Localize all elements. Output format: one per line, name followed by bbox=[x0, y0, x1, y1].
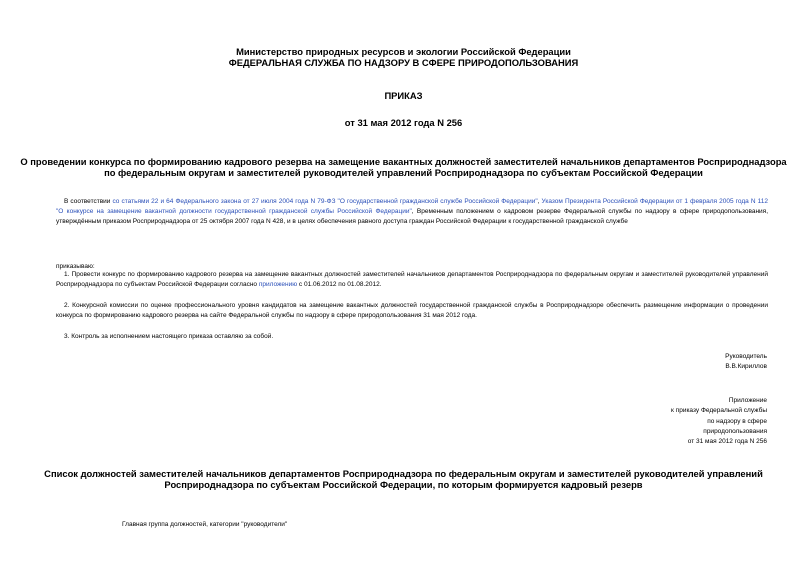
service-name: ФЕДЕРАЛЬНАЯ СЛУЖБА ПО НАДЗОРУ В СФЕРЕ ПРИРОДОПОЛЬЗОВАНИЯ bbox=[228, 57, 579, 68]
ministry-name: Министерство природных ресурсов и экологии Российской Федерации bbox=[236, 46, 571, 57]
list-title: Список должностей заместителей начальников департаментов Росприроднадзора по федеральным округам и заместителей руководителей управлений Росприроднадзора по субъектам Российской Федерации, по которым формируется кадровый резерв bbox=[44, 468, 763, 490]
item-1-text-a: 1. Провести конкурс по формированию кадрового резерва на замещение вакантных должностей заместителей начальников департаментов Росприроднадзора по федеральным округам и заместителей руководителей управлений Росприроднадзора по субъектам Российской Федерации согласно bbox=[56, 271, 768, 288]
appendix-line-1: Приложение bbox=[728, 397, 767, 404]
preamble-text-3: , Временным положением о кадровом резерве Федеральной службы по надзору в сфере природопользования, утверждённым приказом Росприроднадзора от 25 октября 2007 года N 428, и в целях обеспечения равного доступа граждан Российской Федерации к государственной гражданской службе bbox=[56, 208, 769, 225]
decree-link[interactable]: Указом Президента Российской Федерации от 1 февраля 2005 года N 112 "О конкурсе на замещение вакантной должности государственной гражданской службы Российской Федерации" bbox=[56, 198, 768, 215]
item-1-text-b: с 01.06.2012 по 01.08.2012. bbox=[297, 281, 382, 288]
order-item-1 bbox=[56, 270, 768, 290]
group-label: Главная группа должностей, категории "руководители" bbox=[122, 521, 288, 528]
law-link[interactable]: со статьями 22 и 64 Федерального закона от 27 июля 2004 года N 79-ФЗ "О государственной гражданской службе Российской Федерации" bbox=[112, 198, 538, 205]
order-item-2: 2. Конкурсной комиссии по оценке профессионального уровня кандидатов на замещение вакантных должностей государственной гражданской службы в Росприроднадзоре обеспечить размещение информации о проведении конкурса по формированию кадрового резерва на сайте Федеральной службы по надзору в сфере природопользования 31 мая 2012 года. bbox=[56, 302, 768, 319]
document-date: от 31 мая 2012 года N 256 bbox=[344, 117, 463, 128]
preamble-text-2: , bbox=[537, 198, 542, 205]
appendix-line-5: от 31 мая 2012 года N 256 bbox=[687, 438, 767, 446]
appendix-line-4: природопользования bbox=[703, 427, 767, 435]
signature-title: Руководитель bbox=[725, 353, 767, 360]
signature-name: В.В.Кириллов bbox=[725, 363, 767, 371]
order-lead: приказываю: bbox=[56, 263, 95, 270]
preamble-text-1: В соответствии bbox=[64, 198, 113, 205]
signature-block bbox=[567, 352, 767, 373]
appendix-line-3: по надзору в сфере bbox=[707, 417, 767, 425]
document-type: ПРИКАЗ bbox=[384, 90, 423, 101]
document-heading: О проведении конкурса по формированию кадрового резерва на замещение вакантных должностей заместителей начальников департаментов Росприроднадзора по федеральным округам и заместителей руководителей управлений Росприроднадзора по субъектам Российской Федерации bbox=[20, 156, 787, 178]
order-item-3: 3. Контроль за исполнением настоящего приказа оставляю за собой. bbox=[64, 333, 274, 340]
appendix-link[interactable]: приложению bbox=[258, 281, 298, 288]
preamble-paragraph bbox=[56, 197, 768, 227]
appendix-line-2: к приказу Федеральной службы bbox=[671, 407, 767, 415]
appendix-block bbox=[567, 396, 767, 447]
